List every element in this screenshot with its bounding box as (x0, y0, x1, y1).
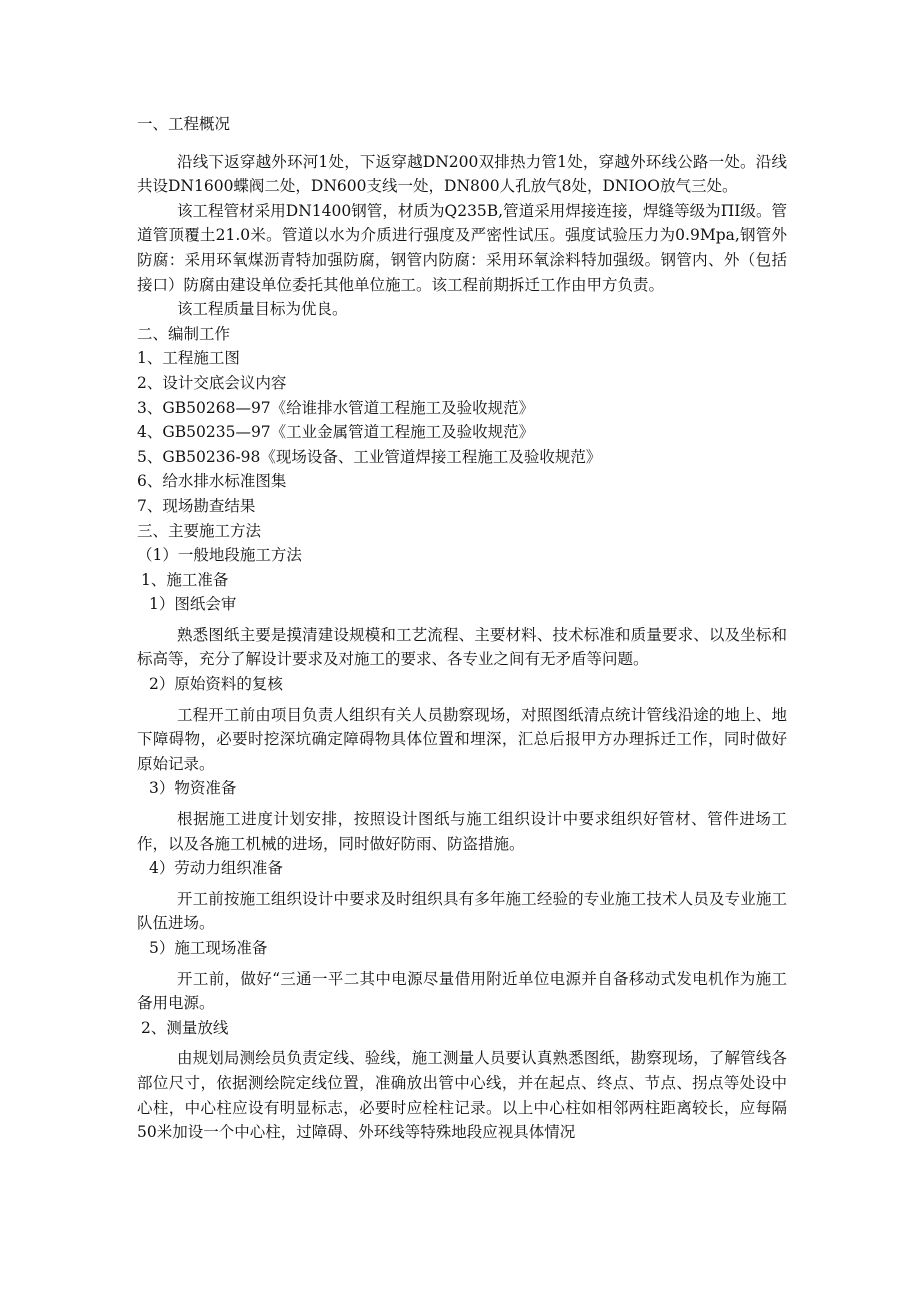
prep-item-text: 熟悉图纸主要是摸清建设规模和工艺流程、主要材料、技术标准和质量要求、以及坐标和标高等，充分了解设计要求及对施工的要求、各专业之间有无矛盾等问题。 (137, 625, 787, 669)
section-2-item: 2、设计交底会议内容 (137, 373, 287, 392)
prep-item-text: 开工前，做好“三通一平二其中电源尽量借用附近单位电源并自备移动式发电机作为施工备用电源。 (137, 969, 787, 1013)
spacer (137, 137, 787, 150)
section-2-item: 1、工程施工图 (137, 349, 240, 368)
section-2-item: 5、GB50236-98《现场设备、工业管道焊接工程施工及验收规范》 (137, 447, 602, 466)
section-2-item: 3、GB50268—97《给谁排水管道工程施工及验收规范》 (137, 398, 535, 417)
prep-item-text: 工程开工前由项目负责人组织有关人员勘察现场，对照图纸清点统计管线沿途的地上、地下障碍物，必要时挖深坑确定障碍物具体位置和埋深，汇总后报甲方办理拆迁工作，同时做好原始记录。 (137, 705, 787, 773)
section-1-paragraph-2: 该工程管材采用DN1400钢管，材质为Q235B,管道采用焊接连接，焊缝等级为ΠΙ级。管道管顶覆土21.0米。管道以水为介质进行强度及严密性试压。强度试验压力为0.9Mpa,钢管外防腐：采用环氧煤沥青特加强防腐，钢管内防腐：采用环氧涂料特加强级。钢管内、外（包括接口）防腐由建设单位委托其他单位施工。该工程前期拆迁工作由甲方负责。 (137, 201, 787, 294)
prep-item-title: 1）图纸会审 (149, 595, 237, 614)
construction-prep-title: 1、施工准备 (141, 570, 229, 589)
document-page (137, 112, 787, 1145)
section-2-item: 4、GB50235—97《工业金属管道工程施工及验收规范》 (137, 423, 535, 442)
prep-item-title: 3）物资准备 (149, 779, 237, 798)
section-1-paragraph-3: 该工程质量目标为优良。 (177, 300, 348, 319)
survey-text: 由规划局测绘员负责定线、验线，施工测量人员要认真熟悉图纸，勘察现场，了解管线各部位尺寸，依据测绘院定线位置，准确放出管中心线，并在起点、终点、节点、拐点等处设中心柱，中心柱应设有明显标志，必要时应栓柱记录。以上中心柱如相邻两柱距离较长，应每隔50米加设一个中心柱，过障碍、外环线等特殊地段应视具体情况 (137, 1049, 787, 1142)
section-2-item: 7、现场勘查结果 (137, 496, 256, 515)
prep-item-text: 根据施工进度计划安排，按照设计图纸与施工组织设计中要求组织好管材、管件进场工作，以及各施工机械的进场，同时做好防雨、防盗措施。 (137, 810, 787, 853)
section-2-title: 二、编制工作 (137, 324, 231, 343)
section-3-title: 三、主要施工方法 (137, 521, 262, 540)
prep-item-title: 2）原始资料的复核 (149, 675, 283, 694)
section-1-paragraph-1: 沿线下返穿越外环河1处，下返穿越DN200双排热力管1处，穿越外环线公路一处。沿线共设DN1600蝶阀二处，DN600支线一处，DN800人孔放气8处，DNIOO放气三处。 (137, 152, 787, 196)
section-3-subtitle: （1）一般地段施工方法 (137, 546, 302, 565)
prep-item-title: 5）施工现场准备 (149, 939, 268, 957)
prep-item-text: 开工前按施工组织设计中要求及时组织具有多年施工经验的专业施工技术人员及专业施工队伍进场。 (137, 889, 787, 933)
section-2-item: 6、给水排水标准图集 (137, 472, 287, 491)
survey-title: 2、测量放线 (141, 1018, 229, 1037)
section-1-title: 一、工程概况 (137, 115, 231, 133)
prep-item-title: 4）劳动力组织准备 (149, 859, 283, 878)
